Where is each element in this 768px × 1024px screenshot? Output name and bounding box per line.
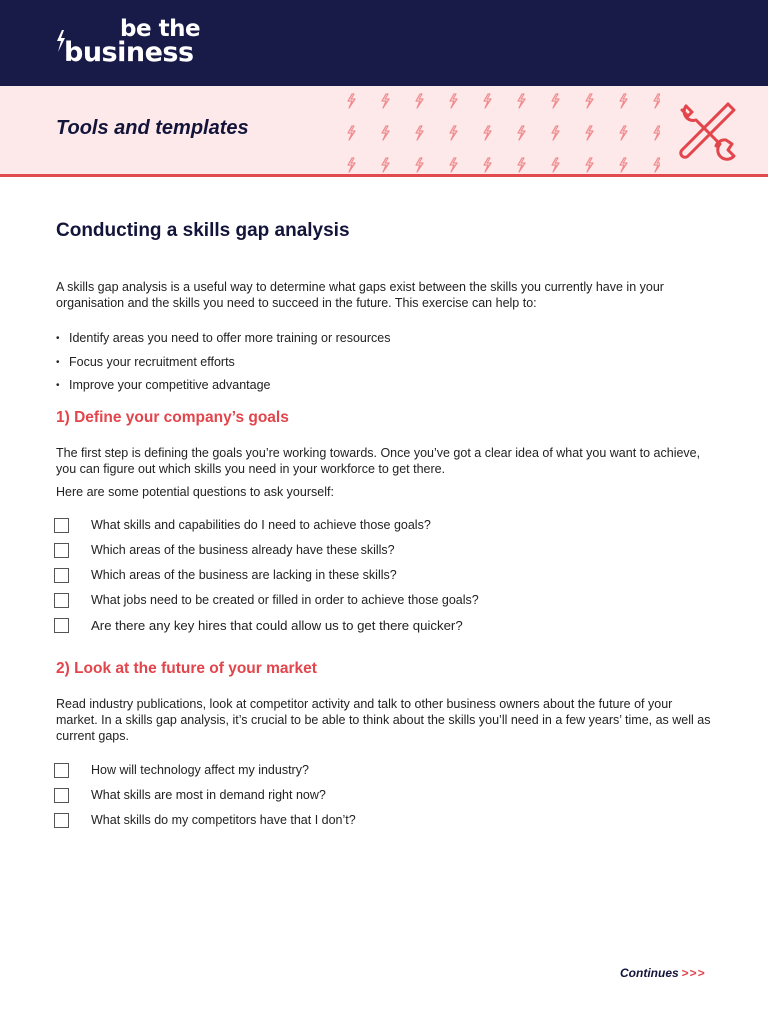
lightning-bolt-icon — [586, 158, 593, 172]
lightning-bolt-icon — [348, 126, 355, 140]
band-title: Tools and templates — [56, 117, 249, 139]
checkbox[interactable] — [54, 543, 69, 558]
lightning-bolt-icon — [348, 158, 355, 172]
lightning-bolt-icon — [518, 158, 525, 172]
checklist-label: Which areas of the business are lacking in these skills? — [91, 568, 397, 582]
lightning-bolt-icon — [416, 94, 423, 108]
lightning-bolt-icon — [382, 158, 389, 172]
intro-paragraph: A skills gap analysis is a useful way to determine what gaps exist between the skills you currently have in your organisation and the skills you need to succeed in the future. This exercise can help to: — [56, 280, 664, 310]
logo-line-2: business — [64, 37, 194, 68]
checklist-label: How will technology affect my industry? — [91, 763, 309, 777]
lightning-bolt-icon — [654, 126, 660, 140]
section-1-paragraph: The first step is defining the goals you’re working towards. Once you’ve got a clear idea of what you want to achieve, you can figure out which skills you need in your workforce to get there. — [56, 446, 701, 476]
lightning-bolt-icon — [416, 158, 423, 172]
list-item: • Focus your recruitment efforts — [56, 351, 390, 375]
lightning-bolt-icon — [416, 126, 423, 140]
checkbox[interactable] — [54, 763, 69, 778]
lightning-bolt-pattern-icon — [330, 86, 660, 174]
section-1-prompt: Here are some potential questions to ask yourself: — [56, 485, 334, 499]
section-2-heading: 2) Look at the future of your market — [56, 660, 317, 677]
list-item: • Improve your competitive advantage — [56, 374, 390, 398]
section-2-paragraph: Read industry publications, look at competitor activity and talk to other business owners about the future of your market. In a skills gap analysis, it’s crucial to be able to think about the skills you’ll need in a few years’ time, as well as current gaps. — [56, 697, 711, 743]
checklist-label: What jobs need to be created or filled in order to achieve those goals? — [91, 593, 479, 607]
brand-logo — [56, 18, 200, 66]
lightning-bolt-icon — [586, 126, 593, 140]
checkbox[interactable] — [54, 813, 69, 828]
lightning-bolt-icon — [484, 94, 491, 108]
checklist-label: What skills are most in demand right now? — [91, 788, 326, 802]
checkbox[interactable] — [54, 568, 69, 583]
lightning-bolt-icon — [654, 94, 660, 108]
checkbox[interactable] — [54, 618, 69, 633]
page-title: Conducting a skills gap analysis — [56, 220, 350, 241]
lightning-bolt-icon — [348, 94, 355, 108]
lightning-bolt-icon — [620, 126, 627, 140]
lightning-bolt-icon — [382, 126, 389, 140]
lightning-bolt-icon — [654, 158, 660, 172]
lightning-bolt-icon — [450, 158, 457, 172]
checkbox[interactable] — [54, 788, 69, 803]
checklist-label: What skills do my competitors have that I don’t? — [91, 813, 356, 827]
checkbox[interactable] — [54, 593, 69, 608]
checklist-label: What skills and capabilities do I need to achieve those goals? — [91, 518, 431, 532]
continues-arrows: >>> — [681, 966, 706, 980]
lightning-bolt-icon — [450, 126, 457, 140]
benefits-list — [56, 327, 390, 398]
top-header-bar — [0, 0, 768, 86]
lightning-bolt-icon — [450, 94, 457, 108]
lightning-bolt-icon — [586, 94, 593, 108]
lightning-bolt-icon — [484, 158, 491, 172]
lightning-bolt-icon — [518, 94, 525, 108]
lightning-bolt-icon — [382, 94, 389, 108]
checklist-label: Which areas of the business already have these skills? — [91, 543, 395, 557]
wrench-screwdriver-icon — [676, 100, 740, 164]
section-1-heading: 1) Define your company’s goals — [56, 409, 289, 426]
lightning-bolt-icon — [552, 94, 559, 108]
lightning-bolt-icon — [552, 158, 559, 172]
logo-bolt-icon — [56, 30, 66, 52]
checkbox[interactable] — [54, 518, 69, 533]
lightning-bolt-icon — [552, 126, 559, 140]
lightning-bolt-icon — [620, 94, 627, 108]
list-item: • Identify areas you need to offer more training or resources — [56, 327, 390, 351]
checklist-label: Are there any key hires that could allow us to get there quicker? — [91, 618, 463, 633]
lightning-bolt-icon — [484, 126, 491, 140]
lightning-bolt-icon — [518, 126, 525, 140]
continues-label: Continues — [620, 966, 679, 980]
logo-line-1: be the — [120, 16, 201, 42]
continues-link[interactable] — [620, 966, 706, 980]
lightning-bolt-icon — [620, 158, 627, 172]
